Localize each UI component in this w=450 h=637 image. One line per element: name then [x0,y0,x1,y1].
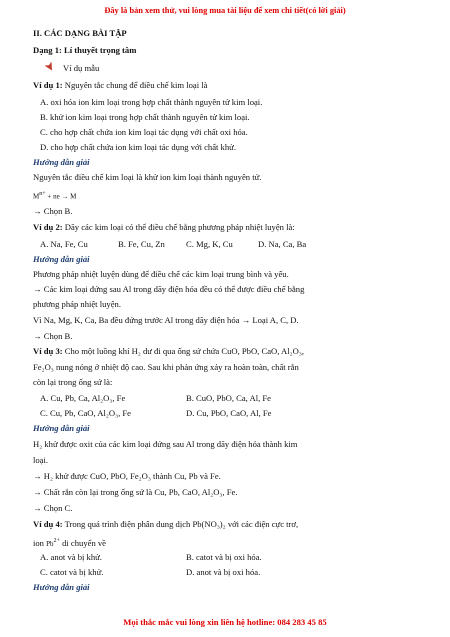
example-3-option-d: D. Cu, PbO, CaO, Al, Fe [186,408,272,418]
dang1-title: Dạng 1: Lí thuyết trọng tâm [33,45,137,55]
example-2-solution-2: → Các kim loại đứng sau Al trong dãy điện hóa đều có thể được điều chế bằng [33,284,305,294]
sample-label: Ví dụ mẫu [63,63,100,73]
example-3-label: Ví dụ 3: [33,346,63,356]
example-1-option-b: B. khử ion kim loại trong hợp chất thành nguyên tử kim loại. [40,112,250,122]
example-1-formula: $M^{n+}$ + ne → M [33,191,77,201]
example-2-option-d: D. Na, Ca, Ba [258,239,307,249]
example-2-solution-4: Vì Na, Mg, K, Ca, Ba đều đứng trước Al trong dãy điện hóa → Loại A, C, D. [33,315,299,325]
example-4-guide: Hướng dẫn giải [33,582,90,592]
example-3-solution-1: H₂ khử được oxit của các kim loại đứng sau Al trong dãy điện hóa thành kim [33,439,298,449]
example-3-guide: Hướng dẫn giải [33,423,90,433]
example-3-solution-3: → H₂ khử được CuO, PbO, Fe₂O₃ thành Cu, Pb và Fe. [33,471,221,481]
example-1-solution: Nguyên tắc điều chế kim loại là khử ion kim loại thành nguyên tử. [33,172,262,182]
example-4-option-b: B. catot và bị oxi hóa. [186,552,262,562]
example-4-question-1: Ví dụ 4: Trong quá trình điện phân dung dịch Pb(NO₃)₂ với các điện cực trơ, [33,519,299,529]
arrow-bullet-icon [45,62,55,72]
example-4-option-d: D. anot và bị oxi hóa. [186,567,261,577]
example-4-option-a: A. anot và bị khử. [40,552,102,562]
example-1-option-d: D. cho hợp chất chứa ion kim loại tác dụng với chất khử. [40,142,236,152]
example-4-option-c: C. catot và bị khử. [40,567,104,577]
example-3-option-c: C. Cu, Pb, CaO, Al₂O₃, Fe [40,408,131,418]
example-3-question-1: Ví dụ 3: Cho một luồng khí H₂ dư đi qua ống sứ chứa CuO, PbO, CaO, Al₂O₃, [33,346,304,356]
example-3-solution-4: → Chất rắn còn lại trong ống sứ là Cu, Pb, CaO, Al₂O₃, Fe. [33,487,238,497]
example-1-label: Ví dụ 1: [33,80,63,90]
example-2-guide: Hướng dẫn giải [33,254,90,264]
example-2-solution-3: phương pháp nhiệt luyện. [33,299,121,309]
example-2-option-a: A. Na, Fe, Cu [40,239,88,249]
example-3-option-a: A. Cu, Pb, Ca, Al₂O₃, Fe [40,393,126,403]
example-4-question-2: ion $Pb^{2+}$ di chuyển về [33,537,106,548]
example-2-question: Ví dụ 2: Dãy các kim loại có thể điều chế bằng phương pháp nhiệt luyện là: [33,222,295,232]
example-1-question: Ví dụ 1: Nguyên tắc chung để điều chế kim loại là [33,80,208,90]
example-2-option-b: B. Fe, Cu, Zn [118,239,165,249]
example-3-question-3: còn lại trong ống sứ là: [33,377,113,387]
example-3-option-b: B. CuO, PbO, Ca, Al, Fe [186,393,271,403]
section-title: II. CÁC DẠNG BÀI TẬP [33,28,127,38]
example-2-solution-1: Phương pháp nhiệt luyện dùng để điều chế các kim loại trung bình và yếu. [33,269,289,279]
hotline-banner: Mọi thắc mắc vui lòng xin liên hệ hotline: 084 283 45 85 [123,617,327,627]
example-2-option-c: C. Mg, K, Cu [186,239,233,249]
sample-heading [45,62,99,74]
example-2-label: Ví dụ 2: [33,222,63,232]
example-1-option-c: C. cho hợp chất chứa ion kim loại tác dụng với chất oxi hóa. [40,127,248,137]
example-3-question-2: Fe₂O₃ nung nóng ở nhiệt độ cao. Sau khi phản ứng xảy ra hoàn toàn, chất rắn [33,362,299,372]
preview-banner: Đây là bản xem thử, vui lòng mua tài liệu để xem chi tiết(có lời giải) [104,6,346,15]
example-3-answer: → Chọn C. [33,503,73,513]
example-1-answer: → Chọn B. [33,206,73,216]
example-1-option-a: A. oxi hóa ion kim loại trong hợp chất thành nguyên tử kim loại. [40,97,263,107]
example-1-guide: Hướng dẫn giải [33,157,90,167]
example-3-solution-2: loại. [33,455,49,465]
example-4-label: Ví dụ 4: [33,519,63,529]
example-2-answer: → Chọn B. [33,331,73,341]
